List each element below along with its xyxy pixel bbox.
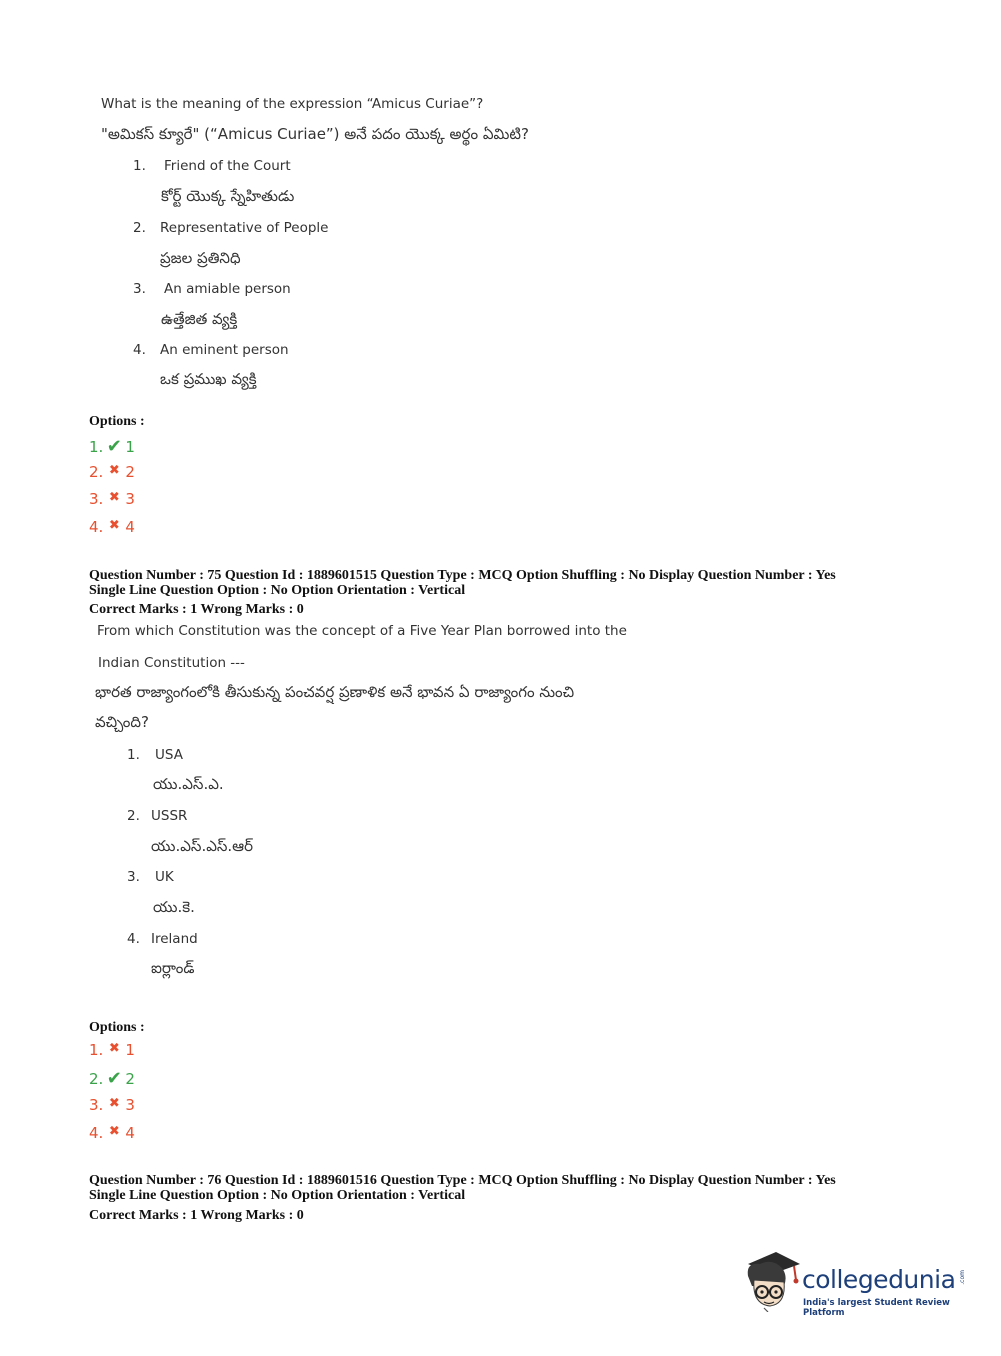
choice-number: 1. — [127, 747, 140, 763]
choice-number: 4. — [127, 931, 140, 947]
choice-text-en: Friend of the Court — [164, 158, 291, 174]
choice-text-te: యు.ఎస్.ఎ. — [153, 775, 224, 793]
choice-text-en: An eminent person — [160, 342, 289, 358]
question-75-marks: Correct Marks : 1 Wrong Marks : 0 — [89, 602, 304, 617]
choice-text-te: యు.కె. — [153, 898, 195, 916]
answer-value: 2 — [125, 1070, 135, 1088]
question-75-text-en-2: Indian Constitution --- — [98, 655, 245, 671]
choice-text-te: యు.ఎస్.ఎస్.ఆర్ — [151, 837, 254, 855]
collegedunia-logo — [742, 1250, 982, 1320]
answer-option — [89, 436, 135, 457]
answer-value: 3 — [125, 490, 135, 508]
check-icon: ✔ — [106, 436, 122, 457]
choice-text-en: USA — [155, 747, 183, 763]
logo-tagline: India's largest Student Review Platform — [803, 1298, 950, 1318]
answer-number: 1. — [89, 438, 104, 456]
answer-value: 1 — [125, 438, 135, 456]
choice-number: 2. — [127, 808, 140, 824]
choice-text-te: ఒక ప్రముఖ వ్యక్తి — [160, 370, 257, 388]
choice-text-en: UK — [155, 869, 174, 885]
answer-value: 4 — [125, 518, 135, 536]
cross-icon: ✖ — [108, 463, 120, 478]
choice-text-en: An amiable person — [164, 281, 291, 297]
mascot-icon — [742, 1250, 802, 1312]
choice-text-en: Representative of People — [160, 220, 329, 236]
choice-text-en: Ireland — [151, 931, 198, 947]
choice-text-te: ఐర్లాండ్ — [151, 959, 195, 977]
choice-number: 4. — [133, 342, 146, 358]
answer-option — [89, 1096, 135, 1114]
choice-text-te: ప్రజల ప్రతినిధి — [160, 249, 241, 267]
options-label: Options : — [89, 414, 145, 429]
logo-suffix: .com — [959, 1270, 966, 1285]
choice-text-en: USSR — [151, 808, 188, 824]
answer-number: 3. — [89, 1096, 104, 1114]
question-75-text-te-2: వచ్చింది? — [95, 713, 149, 731]
answer-option — [89, 490, 135, 508]
cross-icon: ✖ — [108, 1096, 120, 1111]
answer-option — [89, 1124, 135, 1142]
choice-number: 1. — [133, 158, 146, 174]
cross-icon: ✖ — [108, 518, 120, 533]
question-75-text-en: From which Constitution was the concept of a Five Year Plan borrowed into the — [97, 623, 627, 639]
cross-icon: ✖ — [108, 490, 120, 505]
question-76-meta-2: Single Line Question Option : No Option Orientation : Vertical — [89, 1188, 466, 1203]
choice-number: 3. — [133, 281, 146, 297]
question-75-meta-2: Single Line Question Option : No Option Orientation : Vertical — [89, 583, 466, 598]
logo-wordmark: collegedunia — [802, 1265, 956, 1294]
choice-number: 2. — [133, 220, 146, 236]
answer-number: 2. — [89, 1070, 104, 1088]
question-74-text-te: "అమికస్ క్యూరే" (“Amicus Curiae”) అనే పదం యొక్క అర్థం ఏమిటి? — [101, 125, 529, 143]
cross-icon: ✖ — [108, 1041, 120, 1056]
answer-value: 2 — [125, 463, 135, 481]
answer-number: 4. — [89, 518, 104, 536]
question-75-text-te: భారత రాజ్యాంగంలోకి తీసుకున్న పంచవర్ష ప్రణాళిక అనే భావన ఏ రాజ్యాంగం నుంచి — [95, 683, 575, 701]
answer-value: 1 — [125, 1041, 135, 1059]
answer-option — [89, 1068, 135, 1089]
cross-icon: ✖ — [108, 1124, 120, 1139]
answer-option — [89, 518, 135, 536]
choice-number: 3. — [127, 869, 140, 885]
check-icon: ✔ — [106, 1068, 122, 1089]
answer-number: 2. — [89, 463, 104, 481]
question-74-text-en: What is the meaning of the expression “Amicus Curiae”? — [101, 96, 484, 112]
options-label: Options : — [89, 1020, 145, 1035]
answer-value: 4 — [125, 1124, 135, 1142]
question-75-meta: Question Number : 75 Question Id : 1889601515 Question Type : MCQ Option Shuffling : No Display Question Number : Yes — [89, 568, 836, 583]
answer-number: 4. — [89, 1124, 104, 1142]
answer-value: 3 — [125, 1096, 135, 1114]
choice-text-te: కోర్ట్ యొక్క స్నేహితుడు — [161, 187, 295, 205]
choice-text-te: ఉత్తేజిత వ్యక్తి — [161, 310, 238, 328]
answer-option — [89, 463, 135, 481]
answer-number: 3. — [89, 490, 104, 508]
question-76-meta: Question Number : 76 Question Id : 1889601516 Question Type : MCQ Option Shuffling : No Display Question Number : Yes — [89, 1173, 836, 1188]
question-76-marks: Correct Marks : 1 Wrong Marks : 0 — [89, 1208, 304, 1223]
answer-option — [89, 1041, 135, 1059]
answer-number: 1. — [89, 1041, 104, 1059]
